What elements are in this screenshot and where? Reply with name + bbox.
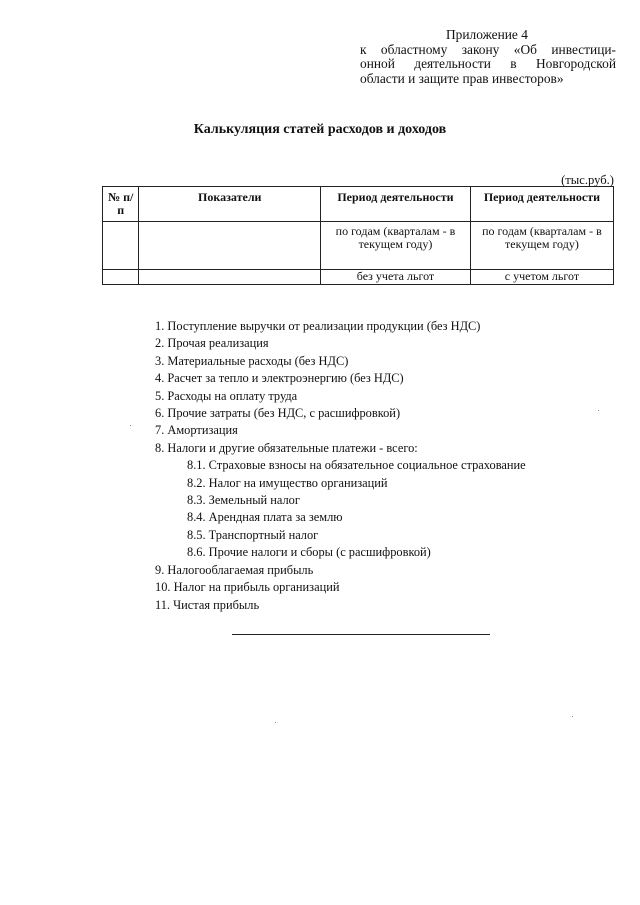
table-cell [103,222,139,270]
list-item: 9. Налогооблагаемая прибыль [155,562,314,577]
scan-speck [275,722,276,723]
header-period-1: Период деятельности [321,187,471,222]
header-period-2: Период деятельности [470,187,613,222]
table-cell: по годам (кварталам - в текущем году) [470,222,613,270]
list-item: 6. Прочие затраты (без НДС, с расшифровкой) [155,406,401,421]
appendix-line: онной деятельности в Новгородской [360,56,616,71]
scan-speck [598,410,599,411]
sub-list-item: 8.5. Транспортный налог [187,527,319,542]
sub-list-item: 8.4. Арендная плата за землю [187,510,343,525]
table-row [103,270,614,285]
sub-list-item: 8.3. Земельный налог [187,493,300,508]
list-item: 4. Расчет за тепло и электроэнергию (без НДС) [155,371,404,386]
table-cell [139,222,321,270]
list-item: 8. Налоги и другие обязательные платежи - всего: [155,440,418,455]
calculation-table [102,186,614,285]
sub-list-item: 8.6. Прочие налоги и сборы (с расшифровкой) [187,545,431,560]
appendix-line: области и защите прав инвесторов» [360,70,564,86]
list-item: 5. Расходы на оплату труда [155,388,298,403]
list-item: 7. Амортизация [155,423,238,438]
table-cell: с учетом льгот [470,270,613,285]
separator-line [232,634,490,635]
appendix-title: Приложение 4 [446,27,528,42]
list-item: 1. Поступление выручки от реализации продукции (без НДС) [155,319,481,333]
appendix-block [360,28,616,86]
list-item: 3. Материальные расходы (без НДС) [155,353,349,368]
header-number: № п/п [103,187,139,222]
table-cell [103,270,139,285]
scan-speck [572,716,573,717]
header-indicators: Показатели [139,187,321,222]
table-cell: по годам (кварталам - в текущем году) [321,222,471,270]
sub-list-item: 8.2. Налог на имущество организаций [187,475,388,490]
table-row [103,222,614,270]
table-header-row [103,187,614,222]
list-item: 11. Чистая прибыль [155,597,260,612]
list-item: 2. Прочая реализация [155,336,269,351]
sub-list-item: 8.1. Страховые взносы на обязательное социальное страхование [187,458,526,473]
list-item: 10. Налог на прибыль организаций [155,580,340,595]
scan-speck [130,425,131,426]
document-title: Калькуляция статей расходов и доходов [193,122,447,137]
units-label: (тыс.руб.) [561,173,614,187]
table-cell [139,270,321,285]
table-cell: без учета льгот [321,270,471,285]
indicator-list [155,318,595,614]
appendix-line: к областному закону «Об инвестици- [360,41,616,57]
